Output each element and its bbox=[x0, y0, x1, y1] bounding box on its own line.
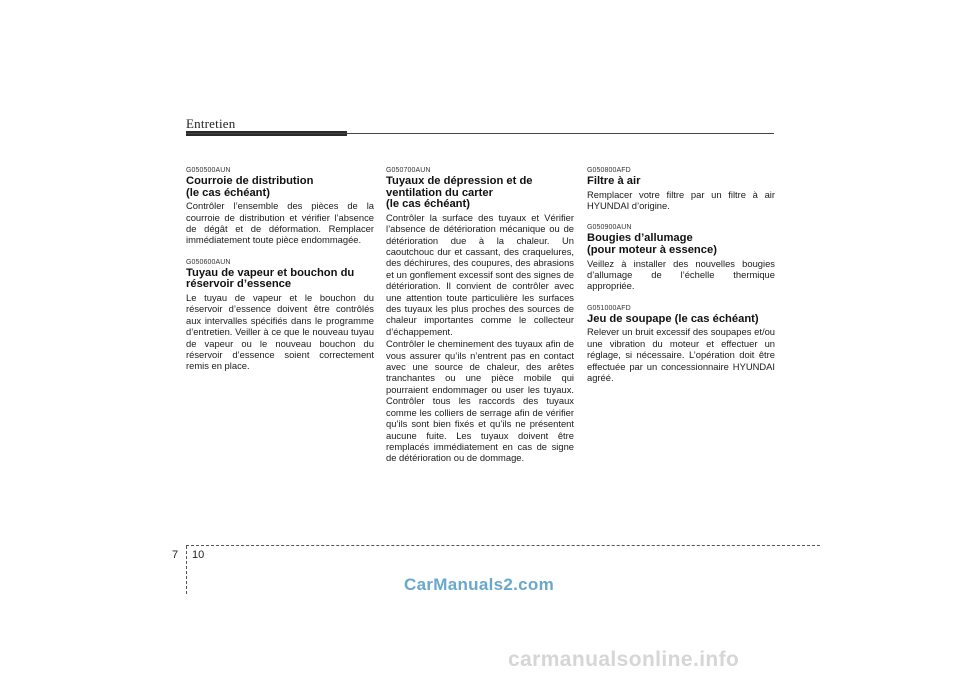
watermark-logo: CarManuals2.com bbox=[404, 575, 554, 594]
heading-line: (le cas échéant) bbox=[186, 186, 270, 199]
page-number: 10 bbox=[192, 549, 205, 561]
heading-line: (le cas échéant) bbox=[386, 198, 470, 211]
section-spark-plugs bbox=[587, 223, 775, 291]
section-heading bbox=[186, 176, 374, 199]
column-1 bbox=[186, 166, 374, 384]
chapter-title: Entretien bbox=[186, 116, 236, 131]
section-code: G051000AFD bbox=[587, 304, 631, 312]
heading-line: Courroie de distribution bbox=[186, 175, 314, 187]
section-paragraph: Le tuyau de vapeur et le bouchon du réservoir d’essence doivent être contrôlés aux intervalles spécifiés dans le programme d’entretien. Veiller à ce que le nouveau tuyau de vapeur ou le nouveau bouchon du réservoir d’essence soient correctement remis en place. bbox=[186, 292, 374, 372]
section-paragraph: Remplacer votre filtre par un filtre à air HYUNDAI d’origine. bbox=[587, 188, 775, 211]
section-heading bbox=[587, 176, 775, 188]
header-rule bbox=[186, 133, 774, 134]
watermark-site: carmanualsonline.info bbox=[508, 648, 740, 671]
chapter-number: 7 bbox=[172, 549, 179, 561]
section-vacuum-hoses bbox=[386, 166, 574, 464]
section-timing-belt bbox=[186, 166, 374, 246]
section-air-filter bbox=[587, 166, 775, 211]
section-code: G050700AUN bbox=[386, 167, 431, 174]
section-paragraph: Contrôler le cheminement des tuyaux afin de vous assurer qu’ils n’entrent pas en contact avec une source de chaleur, des arêtes tranchantes ou une pièce mobile qui pourraient endommager ou user les tuyaux. Contrôler tous les raccords des tuyaux comme les colliers de serrage afin de vérifier qu’ils sont bien fixés et qu’ils ne présentent aucune fuite. Les tuyaux doivent être remplacés immédiatement en cas de signe de détérioration ou de dommage. bbox=[386, 338, 574, 464]
heading-line: Bougies d’allumage bbox=[587, 232, 693, 245]
section-heading bbox=[587, 233, 775, 256]
section-paragraph: Relever un bruit excessif des soupapes et/ou une vibration du moteur et effectuer un réglage, si nécessaire. L’opération doit être effectuée par un concessionnaire HYUNDAI agréé. bbox=[587, 326, 775, 384]
section-heading bbox=[186, 268, 374, 291]
section-paragraph: Contrôler la surface des tuyaux et Vérifier l’absence de détérioration mécanique ou de détérioration due à la chaleur. Un caoutchouc dur et cassant, des craquelures, des déchirures, des coupures, des abrasions et un gonflement excessif sont des signes de détérioration. Il convient de contrôler avec une attention toute particulière les surfaces des tuyaux les plus proches des sources de chaleur importantes comme le collecteur d’échappement. bbox=[386, 211, 574, 337]
heading-line: réservoir d’essence bbox=[186, 278, 292, 291]
section-code: G050800AFD bbox=[587, 167, 631, 174]
section-code: G050600AUN bbox=[186, 258, 231, 266]
section-paragraph: Veillez à installer des nouvelles bougies d’allumage de l’échelle thermique appropriée. bbox=[587, 257, 775, 292]
heading-line: Tuyaux de dépression et de bbox=[386, 175, 533, 187]
section-code: G050900AUN bbox=[587, 224, 632, 232]
section-paragraph: Contrôler l’ensemble des pièces de la courroie de distribution et vérifier l’absence de dégât et de déformation. Remplacer immédiatement toute pièce endommagée. bbox=[186, 200, 374, 246]
footer-dashed-rule bbox=[186, 545, 820, 546]
heading-line: Jeu de soupape (le cas échéant) bbox=[587, 312, 759, 325]
column-3 bbox=[587, 166, 775, 395]
section-code: G050500AUN bbox=[186, 167, 231, 174]
heading-line: Tuyau de vapeur et bouchon du bbox=[186, 266, 355, 279]
column-2 bbox=[386, 166, 574, 476]
section-vapor-hose bbox=[186, 258, 374, 372]
heading-line: Filtre à air bbox=[587, 175, 641, 187]
section-heading bbox=[386, 176, 574, 211]
heading-line: (pour moteur à essence) bbox=[587, 244, 717, 256]
section-heading bbox=[587, 314, 775, 326]
heading-line: ventilation du carter bbox=[386, 186, 493, 199]
footer-dashed-vertical bbox=[186, 546, 187, 594]
section-valve-clearance bbox=[587, 304, 775, 384]
